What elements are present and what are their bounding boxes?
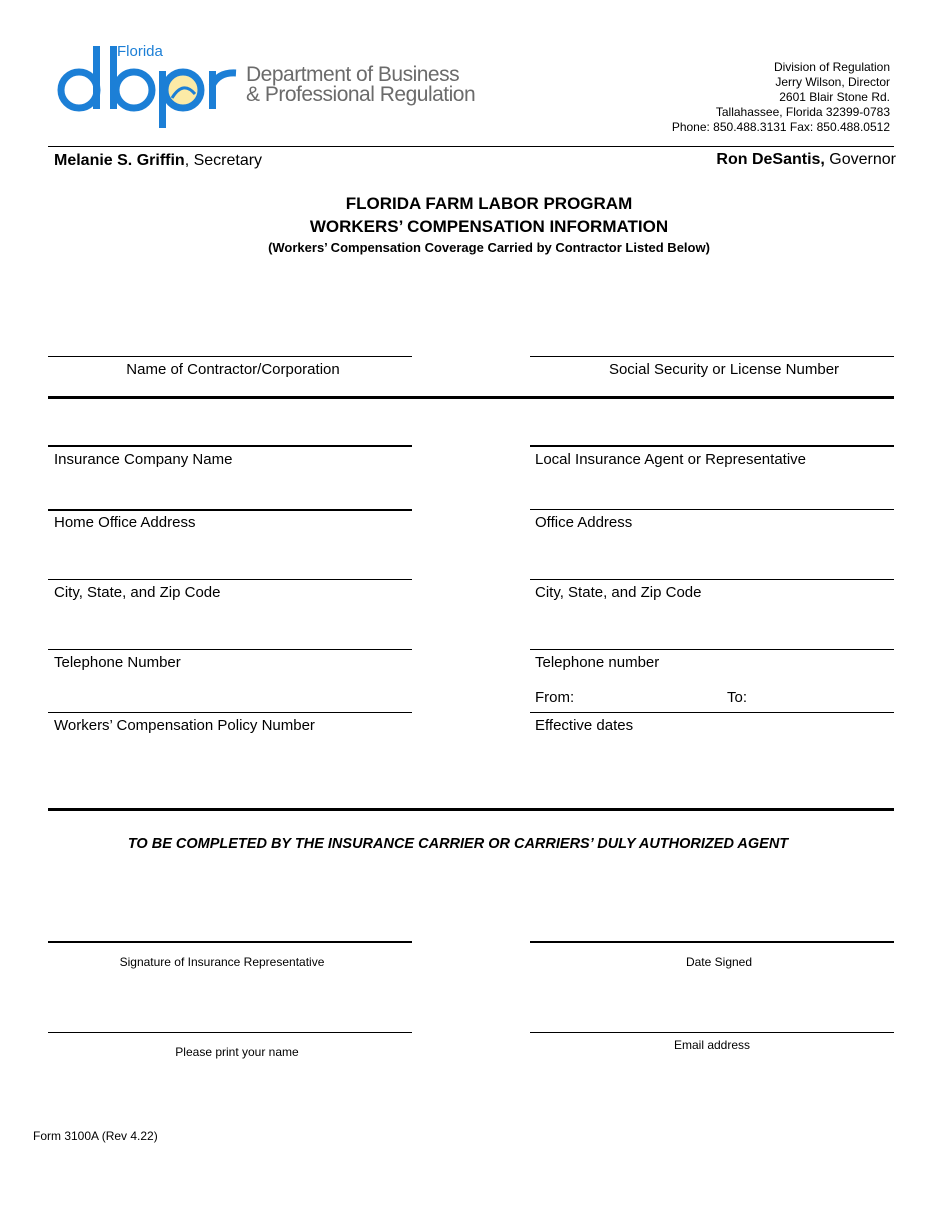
effective-dates-line[interactable] bbox=[530, 712, 894, 713]
date-signed-label: Date Signed bbox=[685, 955, 753, 969]
city-state-zip-left-label: City, State, and Zip Code bbox=[54, 584, 221, 601]
office-address-line[interactable] bbox=[530, 509, 894, 510]
email-label: Email address bbox=[673, 1038, 751, 1052]
telephone-left-label: Telephone Number bbox=[54, 654, 181, 671]
city-state-zip-right-line[interactable] bbox=[530, 579, 894, 580]
telephone-left-line[interactable] bbox=[48, 649, 412, 650]
insurance-company-label: Insurance Company Name bbox=[54, 451, 233, 468]
email-line[interactable] bbox=[530, 1032, 894, 1033]
program-title: FLORIDA FARM LABOR PROGRAM bbox=[345, 194, 633, 213]
date-signed-line[interactable] bbox=[530, 941, 894, 943]
street-address: 2601 Blair Stone Rd. bbox=[779, 90, 890, 104]
governor-name: Ron DeSantis, bbox=[716, 151, 825, 168]
city-address: Tallahassee, Florida 32399-0783 bbox=[715, 105, 890, 119]
section-divider-top bbox=[48, 396, 894, 399]
insurance-company-line[interactable] bbox=[48, 445, 412, 447]
governor-title: Governor bbox=[824, 151, 896, 168]
secretary-title: , Secretary bbox=[184, 152, 263, 169]
phone-fax: Phone: 850.488.3131 Fax: 850.488.0512 bbox=[671, 120, 890, 134]
local-agent-label: Local Insurance Agent or Representative bbox=[535, 451, 807, 468]
governor-line bbox=[716, 151, 896, 169]
signature-line[interactable] bbox=[48, 941, 412, 943]
local-agent-line[interactable] bbox=[530, 445, 894, 447]
city-state-zip-left-line[interactable] bbox=[48, 579, 412, 580]
city-state-zip-right-label: City, State, and Zip Code bbox=[535, 584, 702, 601]
to-label: To: bbox=[727, 689, 748, 706]
division-name: Division of Regulation bbox=[773, 60, 890, 74]
effective-dates-label: Effective dates bbox=[535, 717, 634, 734]
print-name-label: Please print your name bbox=[175, 1045, 299, 1059]
contractor-name-label: Name of Contractor/Corporation bbox=[126, 361, 340, 378]
home-office-address-line[interactable] bbox=[48, 509, 412, 511]
policy-number-line[interactable] bbox=[48, 712, 412, 713]
secretary-name: Melanie S. Griffin bbox=[54, 152, 185, 169]
logo-dept-line2: & Professional Regulation bbox=[246, 83, 476, 106]
signature-label: Signature of Insurance Representative bbox=[119, 955, 325, 969]
from-label: From: bbox=[535, 689, 575, 706]
carrier-notice: TO BE COMPLETED BY THE INSURANCE CARRIER OR CARRIERS’ DULY AUTHORIZED AGENT bbox=[127, 836, 789, 852]
contractor-name-line[interactable] bbox=[48, 356, 412, 357]
ssn-license-label: Social Security or License Number bbox=[608, 361, 840, 378]
form-subtitle: (Workers’ Compensation Coverage Carried by Contractor Listed Below) bbox=[268, 240, 710, 255]
logo-dept-line1: Department of Business bbox=[246, 63, 460, 86]
telephone-right-label: Telephone number bbox=[535, 654, 660, 671]
header-rule bbox=[48, 146, 894, 147]
section-divider-bottom bbox=[48, 808, 894, 811]
form-number: Form 3100A (Rev 4.22) bbox=[33, 1129, 158, 1143]
logo-florida-text: Florida bbox=[117, 43, 163, 60]
form-title: WORKERS’ COMPENSATION INFORMATION bbox=[309, 217, 669, 236]
policy-number-label: Workers’ Compensation Policy Number bbox=[54, 717, 315, 734]
secretary-line bbox=[54, 152, 262, 170]
home-office-address-label: Home Office Address bbox=[54, 514, 196, 531]
director-name: Jerry Wilson, Director bbox=[775, 75, 890, 89]
contact-block bbox=[672, 60, 890, 135]
telephone-right-line[interactable] bbox=[530, 649, 894, 650]
print-name-line[interactable] bbox=[48, 1032, 412, 1033]
office-address-label: Office Address bbox=[535, 514, 633, 531]
ssn-license-line[interactable] bbox=[530, 356, 894, 357]
